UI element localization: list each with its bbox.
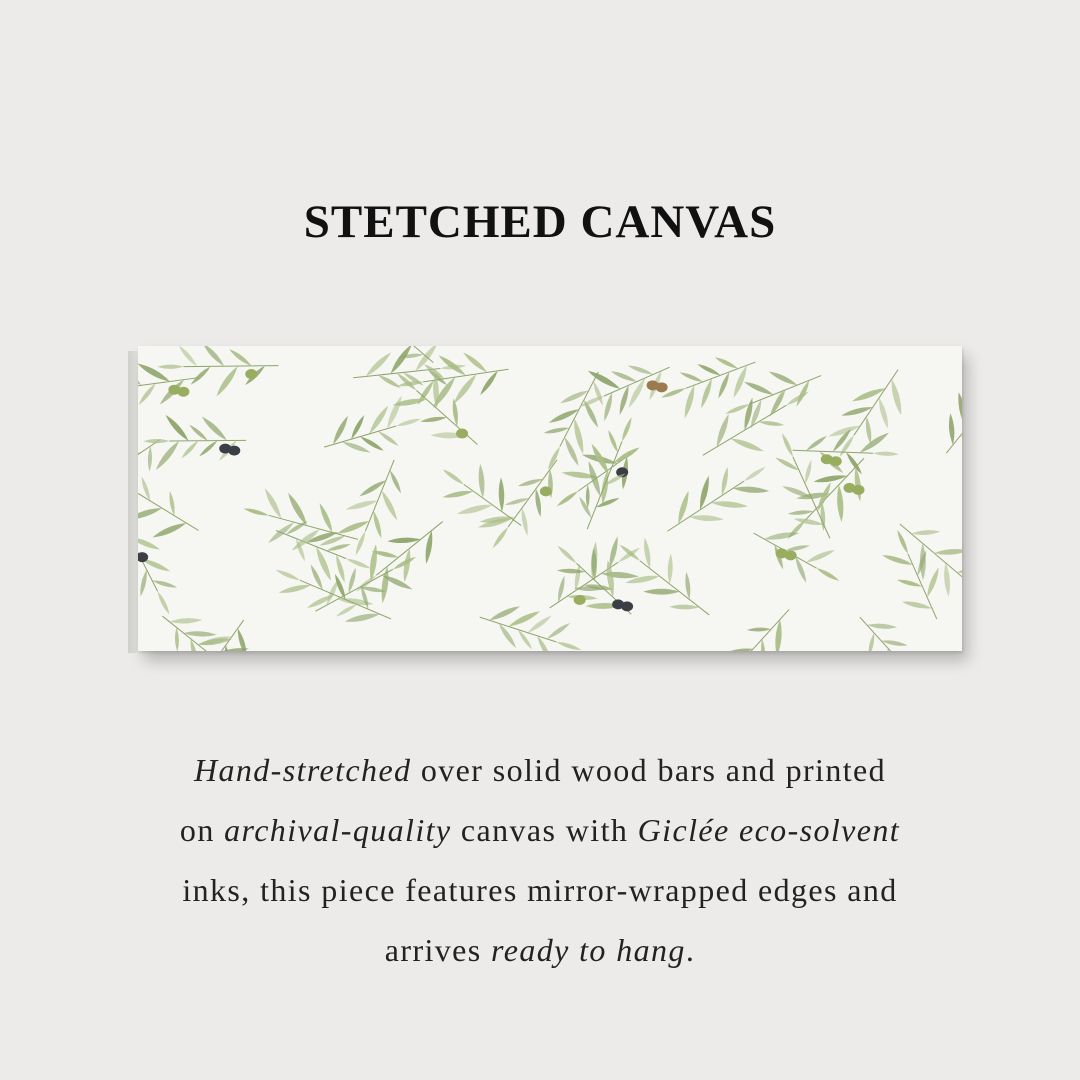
description-line-1: Hand-stretched over solid wood bars and printed (193, 752, 887, 788)
olive-branch (138, 448, 198, 540)
description-line-2: on archival-quality canvas with Giclée eco-solvent (179, 812, 901, 848)
olive-branch (138, 526, 178, 615)
olive-branch (138, 439, 161, 503)
description-line-4: arrives ready to hang. (384, 932, 696, 968)
olive-branch (703, 388, 810, 455)
olive-branch (143, 413, 246, 472)
product-description (60, 740, 1020, 980)
olive-branch (355, 522, 443, 604)
olive-branch (441, 464, 521, 531)
page-title: STETCHED CANVAS (303, 196, 777, 248)
olive-branch (479, 460, 557, 550)
olive-branch (243, 487, 358, 553)
canvas-artwork (138, 346, 962, 651)
description-line-3: inks, this piece features mirror-wrapped edges and (182, 872, 898, 908)
olive-branch (480, 604, 582, 651)
canvas-product-image (128, 343, 966, 659)
olive-branch (162, 616, 249, 651)
olive-branch (667, 465, 769, 531)
olive-branch (754, 530, 841, 583)
olive-branch (392, 372, 477, 445)
olive-branch (578, 416, 641, 529)
olive-branch (946, 358, 962, 454)
olive-branch (860, 617, 936, 651)
olive-branch (349, 346, 433, 363)
olive-branch-pattern (138, 346, 962, 651)
olive-branch (881, 529, 941, 619)
olive-branch (716, 610, 789, 651)
olive-branch (556, 544, 633, 614)
